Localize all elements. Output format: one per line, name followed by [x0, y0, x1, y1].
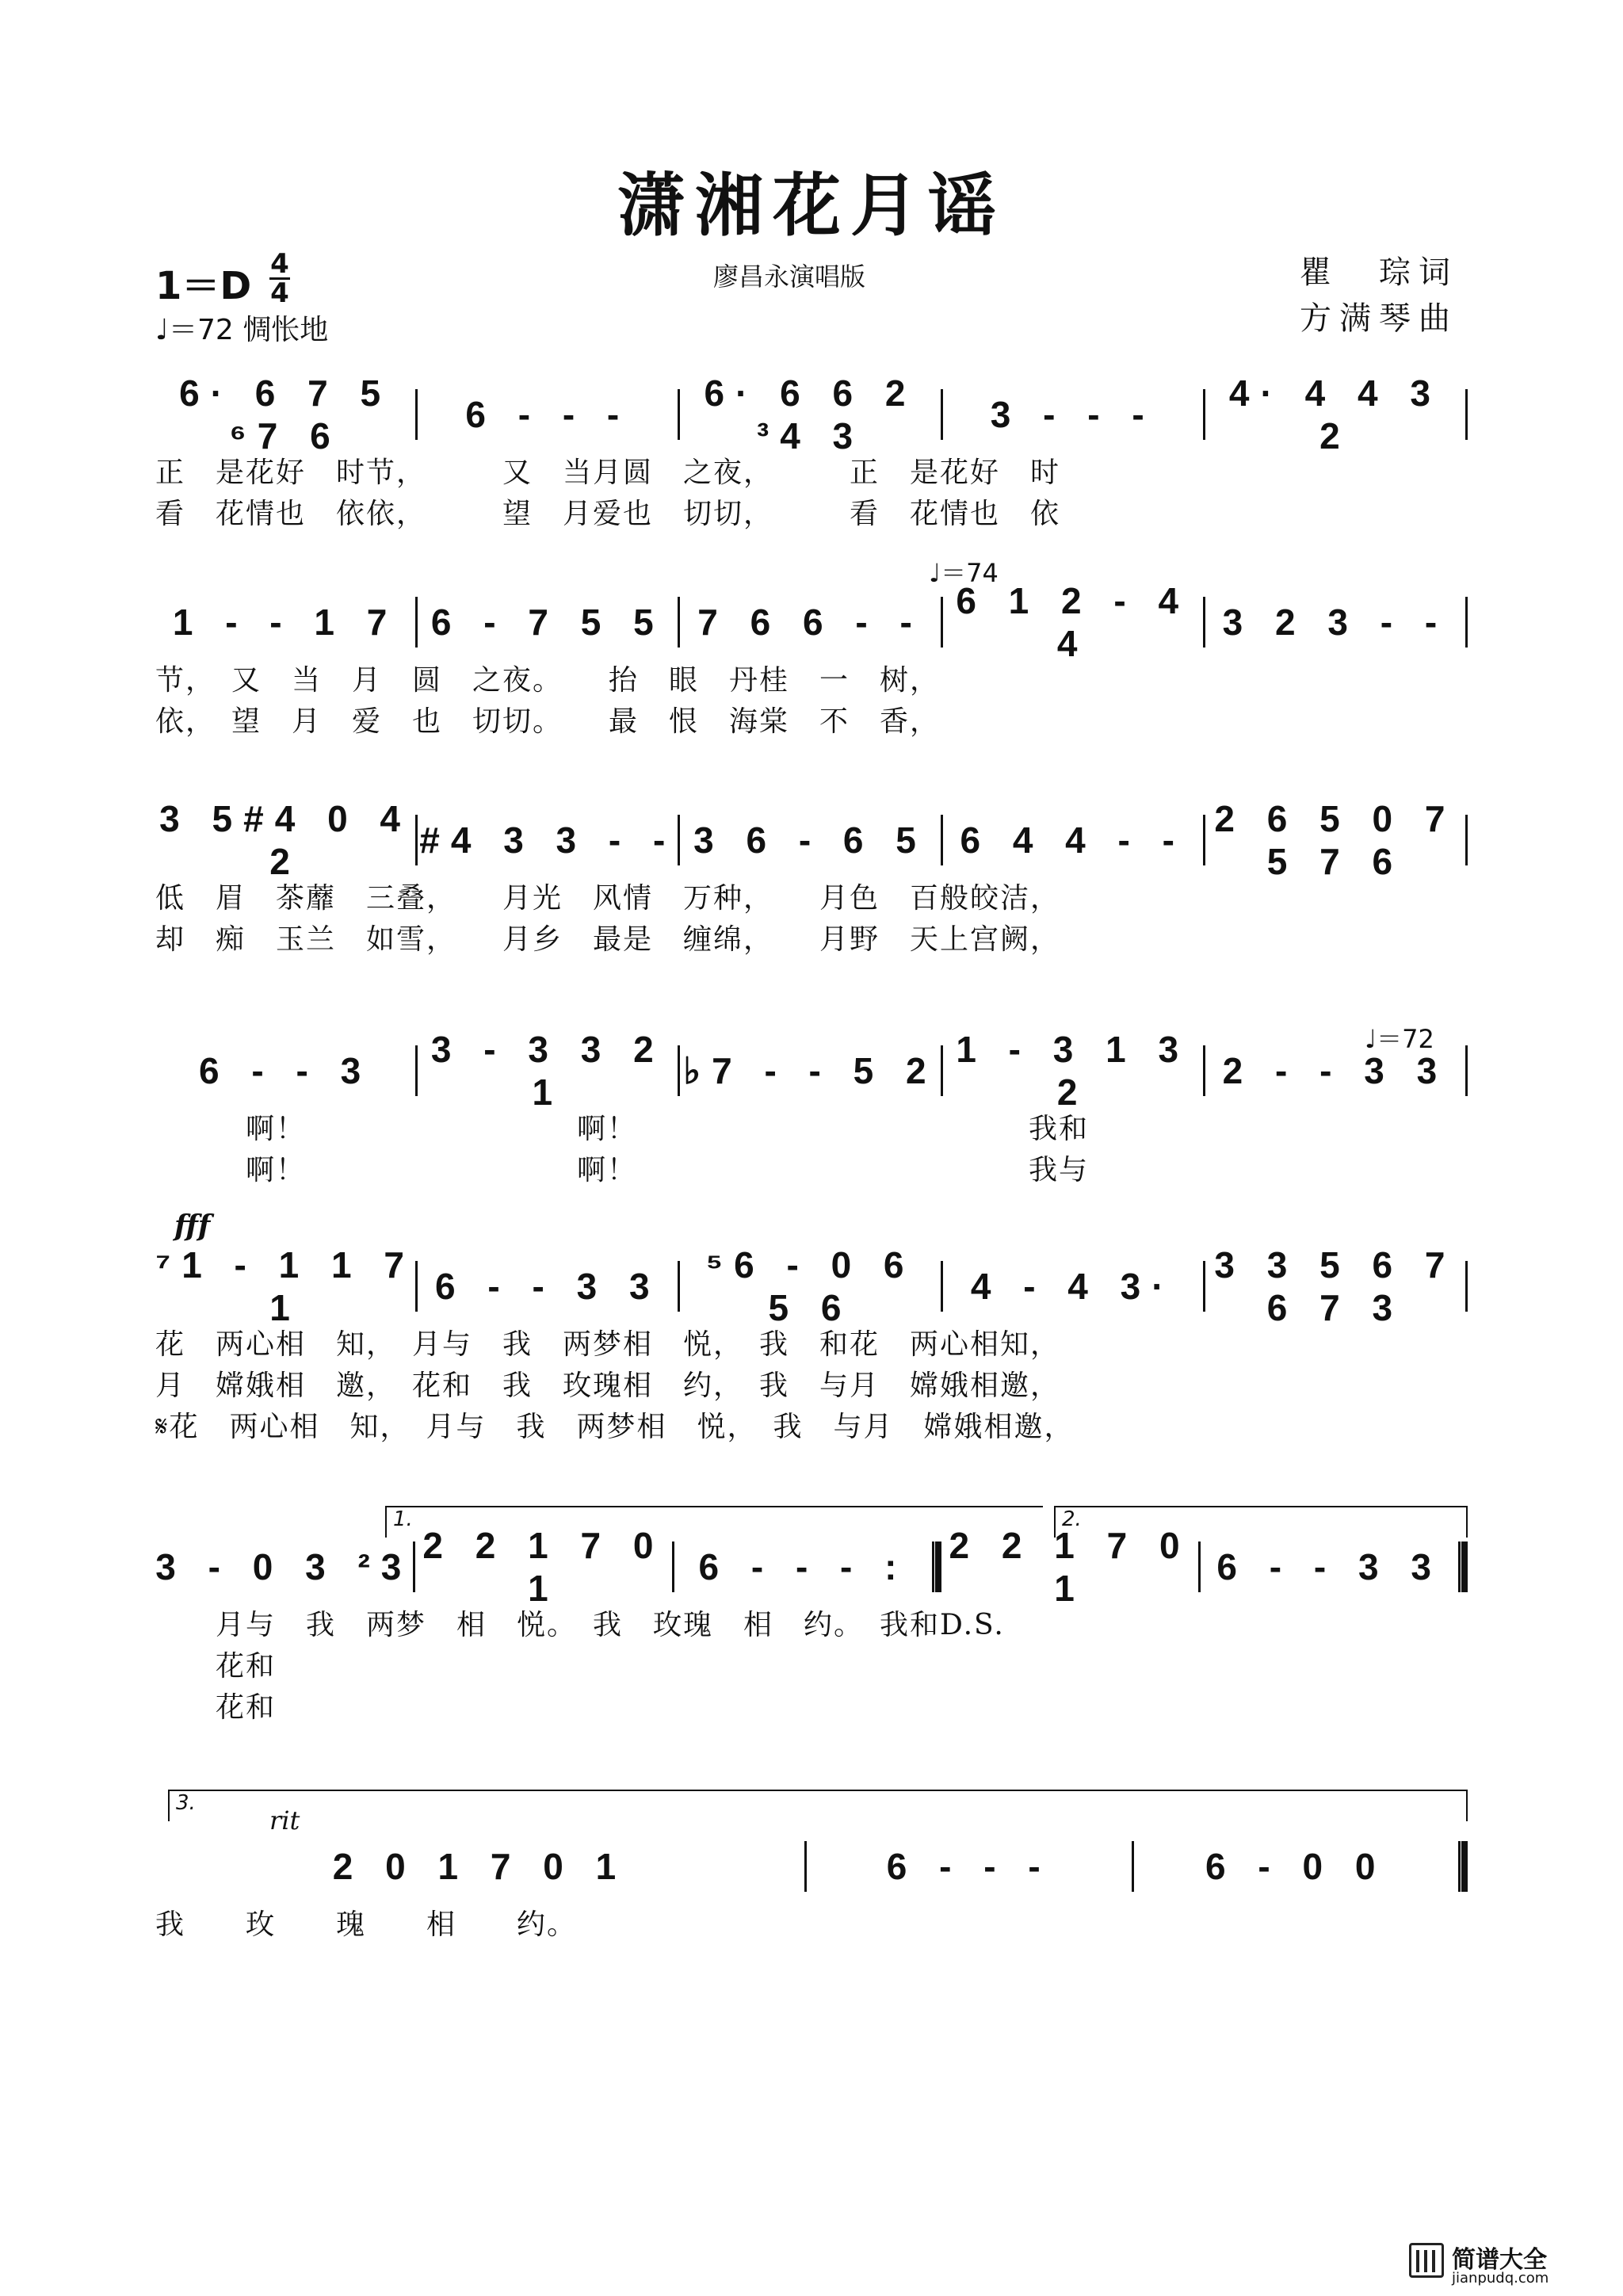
version-label: 廖昌永演唱版 — [713, 262, 866, 292]
dynamic-marking: fff — [174, 1209, 211, 1243]
notes-row — [155, 1525, 1468, 1609]
key-signature: 1＝D — [155, 264, 252, 308]
lyric-line: 我 玫 瑰 相 约。 — [155, 1908, 578, 1941]
notes-row — [155, 580, 1468, 664]
measure: 6· 6 7 5 ⁶7 6 — [179, 372, 392, 457]
rit-marking: rit — [269, 1805, 300, 1836]
measure: 3 3 5 6 7 6 7 3 — [1214, 1244, 1457, 1328]
measure: 3 - - - — [990, 394, 1155, 435]
measure: 3 2 3 - - — [1222, 602, 1449, 643]
lyric-line: 啊！ 啊！ 我和 — [155, 1113, 1090, 1145]
composer-credit: 方满琴曲 — [1300, 300, 1458, 337]
measure: 3 - 3 3 2 1 — [430, 1029, 665, 1113]
lyric-line: 看 花情也 依依， 望 月爱也 切切， 看 花情也 依 — [155, 498, 1061, 530]
piano-logo-icon — [1409, 2243, 1444, 2278]
lyric-line: 依， 望 月 爱 也 切切。 最 恨 海棠 不 香， — [155, 705, 941, 738]
notes-row — [155, 372, 1468, 457]
measure: 6 - - 3 — [199, 1050, 372, 1091]
system-2 — [155, 558, 1468, 753]
lyric-line: 却 痴 玉兰 如雪， 月乡 最是 缠绵， 月野 天上宫阙， — [155, 923, 1061, 956]
time-sig-top: 4 — [270, 248, 289, 280]
measure: 4· 4 4 3 2 — [1228, 372, 1442, 457]
tempo-change: ♩＝74 — [929, 558, 999, 588]
system-3 — [155, 798, 1468, 971]
lyric-line: 𝄋花 两心相 知， 月与 我 两梦相 悦， 我 与月 嫦娥相邀， — [155, 1411, 1075, 1443]
lyric-line: 花和 — [155, 1691, 277, 1724]
measure: 6 4 4 - - — [960, 819, 1186, 861]
lyric-line: 花 两心相 知， 月与 我 两梦相 悦， 我 和花 两心相知， — [155, 1328, 1061, 1361]
measure: ♭7 - - 5 2 — [683, 1050, 938, 1091]
measure: ⁷1 - 1 1 7 1 — [155, 1244, 415, 1328]
measure: #4 3 3 - - — [419, 819, 677, 861]
system-4 — [155, 1024, 1468, 1201]
lyric-line: 低 眉 茶蘼 三叠， 月光 风情 万种， 月色 百般皎洁， — [155, 882, 1061, 915]
measure: 2 2 1 7 0 1 — [422, 1525, 665, 1609]
lyric-line: 节， 又 当 月 圆 之夜。 抬 眼 丹桂 一 树， — [155, 664, 941, 697]
site-url: jianpudq.com — [1452, 2270, 1549, 2286]
measure: 3 5#4 0 4 2 — [159, 798, 412, 882]
volta-1: 1. — [385, 1506, 1043, 1538]
measure: 1 - - 1 7 — [172, 602, 399, 643]
notes-row — [155, 1839, 1468, 1894]
measure: 6 - - 3 3 — [1216, 1546, 1442, 1587]
tempo-marking: ♩＝72 惆怅地 — [155, 314, 329, 346]
system-1 — [155, 372, 1468, 545]
lyricist-credit: 瞿 琮词 — [1300, 254, 1458, 291]
lyric-line: 月与 我 两梦 相 悦。 我 玫瑰 相 约。 我和D.S. — [155, 1609, 1005, 1641]
measure: 3 6 - 6 5 — [693, 819, 927, 861]
tempo-change: ♩＝72 — [1365, 1024, 1434, 1054]
system-5 — [155, 1209, 1468, 1465]
measure: 7 6 6 - - — [697, 602, 923, 643]
volta-2: 2. — [1054, 1506, 1468, 1538]
site-name: 简谱大全 — [1452, 2246, 1547, 2274]
lyric-line: 月 嫦娥相 邀， 花和 我 玫瑰相 约， 我 与月 嫦娥相邀， — [155, 1370, 1061, 1402]
lyric-line: 正 是花好 时节， 又 当月圆 之夜， 正 是花好 时 — [155, 457, 1061, 489]
measure: 6 - - 3 3 — [435, 1266, 661, 1307]
measure: 2 - - 3 3 — [1222, 1050, 1449, 1091]
measure: 6 1 2 - 4 4 — [956, 580, 1190, 664]
measure: ⁵6 - 0 6 5 6 — [705, 1244, 915, 1328]
measure: 2 2 1 7 0 1 — [949, 1525, 1191, 1609]
lyric-line: 啊！ 啊！ 我与 — [155, 1154, 1090, 1186]
measure: 6 - - - : — [698, 1546, 908, 1587]
page-title: 潇湘花月谣 — [617, 166, 1006, 246]
measure: 2 6 5 0 7 5 7 6 — [1214, 798, 1457, 882]
time-signature — [269, 250, 290, 307]
system-7 — [155, 1791, 1468, 1997]
measure: 3 - 0 3 ²3 — [155, 1546, 413, 1587]
notes-row — [155, 1244, 1468, 1328]
notes-row — [155, 798, 1468, 882]
measure: 6 - - - — [465, 394, 631, 435]
system-6 — [155, 1507, 1468, 1745]
measure: 6 - - - — [886, 1846, 1052, 1887]
measure: 6 - 7 5 5 — [430, 602, 665, 643]
measure: 1 - 3 1 3 2 — [956, 1029, 1190, 1113]
measure: 2 0 1 7 0 1 — [332, 1846, 628, 1887]
volta-3: 3. — [168, 1790, 1468, 1821]
measure: 4 - 4 3· — [970, 1266, 1175, 1307]
measure: 6 - 0 0 — [1205, 1846, 1387, 1887]
measure: 6· 6 6 2 ³4 3 — [704, 372, 917, 457]
time-sig-bottom: 4 — [270, 277, 289, 309]
lyric-line: 花和 — [155, 1650, 277, 1683]
